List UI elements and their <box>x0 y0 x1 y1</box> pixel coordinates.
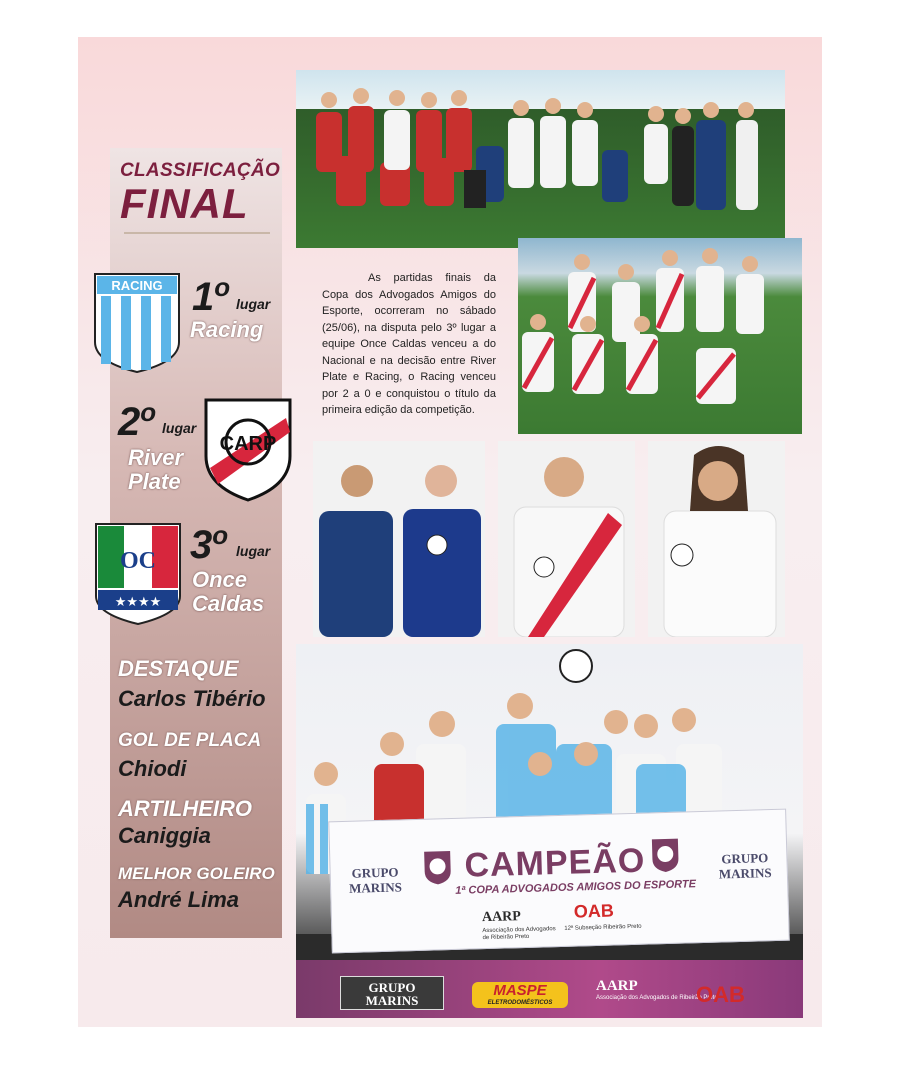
trophy-photo-3-figures <box>648 441 785 637</box>
sponsor-footer <box>296 960 803 1018</box>
racing-crest-icon <box>93 272 181 374</box>
award-2-name: Chiodi <box>118 756 187 781</box>
rank-1-team: Racing <box>190 317 264 342</box>
trophy-photo-2-figures <box>498 441 635 637</box>
river-plate-team-photo <box>518 238 802 434</box>
trophy-photo-3 <box>648 441 785 637</box>
banner-subtitle: 1ª COPA ADVOGADOS AMIGOS DO ESPORTE <box>455 878 697 897</box>
title-line2: FINAL <box>120 180 249 227</box>
banner-ball-crest-left-icon <box>422 849 453 886</box>
rank-1-lugar: lugar <box>236 296 271 312</box>
award-2-title: GOL DE PLACA <box>118 730 262 751</box>
once-caldas-crest-icon <box>94 522 182 626</box>
racing-crest-text: RACING <box>111 278 163 293</box>
footer-grupo-marins-logo: GRUPO MARINS <box>340 976 444 1010</box>
banner-grupo-marins-left: GRUPO MARINS <box>348 864 403 896</box>
award-4-name: André Lima <box>118 887 240 912</box>
footer-oab-logo: OAB <box>696 982 745 1007</box>
banner-title: CAMPEÃO <box>464 841 646 885</box>
trophy-photo-2 <box>498 441 635 637</box>
banner-oab-caption: 12ª Subseção Ribeirão Preto <box>564 923 642 932</box>
banner-grupo-marins-right: GRUPO MARINS <box>718 850 772 882</box>
rank-3-lugar: lugar <box>236 543 271 559</box>
trophy-photo-1-figures <box>313 441 485 637</box>
title-divider <box>124 232 270 234</box>
award-3-name: Caniggia <box>118 823 211 848</box>
champion-banner <box>328 809 790 954</box>
banner-aarp-caption: Associação dos Advogados de Ribeirão Preto <box>482 926 556 942</box>
trophy-photo-1 <box>313 441 485 637</box>
river-plate-crest-icon <box>204 398 292 502</box>
rank-3-number: 3$^o$ <box>190 520 229 567</box>
banner-oab-logo: OAB <box>573 900 615 922</box>
footer-maspe-logo: MASPE ELETRODOMÉSTICOS <box>472 982 568 1008</box>
award-4-title: MELHOR GOLEIRO <box>118 864 275 883</box>
rank-2-team: River Plate <box>128 445 184 494</box>
banner-aarp-logo: AARP <box>481 909 522 926</box>
river-crest-text: CARP <box>219 433 277 455</box>
intro-paragraph: As partidas finais da Copa dos Advogados Amigos do Esporte, ocorreram no sábado (25/06), na disputa pelo 3º lugar a equipe Once Caldas venceu a do Nacional e na decisão entre River Plate e Racing, o Racing venceu por 2 a 0 e conquistou o título da primeira edição da competição. <box>322 272 496 416</box>
svg-text:★★★★: ★★★★ <box>114 595 162 610</box>
banner-ball-crest-right-icon <box>650 837 681 874</box>
team-group-figures <box>296 70 785 248</box>
award-3-title: ARTILHEIRO <box>118 796 253 821</box>
rank-2-lugar: lugar <box>162 420 197 436</box>
river-team-figures <box>518 238 802 434</box>
award-1-name: Carlos Tibério <box>118 686 266 711</box>
team-group-photo <box>296 70 785 248</box>
rank-1-number: 1$^o$ <box>192 272 231 319</box>
title-line1: CLASSIFICAÇÃO <box>120 160 281 181</box>
rank-3-team: Once Caldas <box>192 567 265 616</box>
once-crest-text: OC <box>120 548 156 574</box>
footer-aarp-logo: AARP Associação dos Advogados de Ribeirão Preto <box>596 978 718 1001</box>
award-1-title: DESTAQUE <box>118 656 239 681</box>
rank-2-number: 2$^o$ <box>118 397 157 444</box>
